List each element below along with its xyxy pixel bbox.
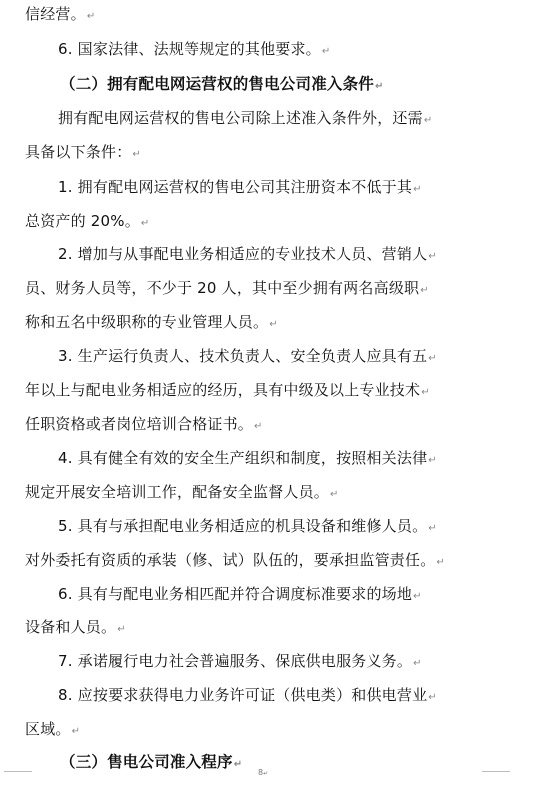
paragraph-mark-icon: ↵ xyxy=(413,591,422,602)
line-text: 设备和人员。 xyxy=(25,618,117,636)
line-text: 8. 应按要求获得电力业务许可证（供电类）和供电营业 xyxy=(58,686,428,704)
paragraph-line xyxy=(58,651,422,674)
line-text: 6. 国家法律、法规等规定的其他要求。 xyxy=(58,40,321,58)
paragraph-mark-icon: ↵ xyxy=(428,251,437,262)
paragraph-line xyxy=(25,617,126,640)
line-text: 6. 具有与配电业务相匹配并符合调度标准要求的场地 xyxy=(58,585,413,603)
line-text: （二）拥有配电网运营权的售电公司准入条件 xyxy=(60,75,375,93)
paragraph-mark-icon: ↵ xyxy=(421,387,430,398)
paragraph-line xyxy=(25,719,80,742)
paragraph-line xyxy=(25,482,339,505)
paragraph-mark-icon: ↵ xyxy=(428,353,437,364)
paragraph-line xyxy=(58,685,437,708)
line-text: 称和五名中级职称的专业管理人员。 xyxy=(25,313,269,331)
paragraph-line xyxy=(25,4,95,27)
paragraph-mark-icon: ↵ xyxy=(423,115,433,126)
line-text: 1. 拥有配电网运营权的售电公司其注册资本不低于其 xyxy=(58,178,413,196)
paragraph-mark-icon: ↵ xyxy=(321,46,331,57)
paragraph-mark-icon: ↵ xyxy=(413,658,422,669)
line-text: 年以上与配电业务相适应的经历，具有中级及以上专业技术 xyxy=(25,381,421,399)
paragraph-mark-icon: ↵ xyxy=(428,692,437,703)
paragraph-mark-icon: ↵ xyxy=(71,726,81,737)
line-text: 5. 具有与承担配电业务相适应的机具设备和维修人员。 xyxy=(58,517,428,535)
footer-rule-left xyxy=(4,771,32,772)
paragraph-mark-icon: ↵ xyxy=(375,81,384,92)
paragraph-line xyxy=(25,278,429,301)
paragraph-line xyxy=(58,108,432,131)
page-number: 8↵ xyxy=(258,768,269,777)
paragraph-line xyxy=(58,346,437,369)
paragraph-line xyxy=(25,211,150,234)
paragraph-line xyxy=(58,516,437,539)
paragraph-mark-icon: ↵ xyxy=(269,319,278,330)
line-text: 2. 增加与从事配电业务相适应的专业技术人员、营销人 xyxy=(58,245,428,263)
paragraph-line xyxy=(58,244,437,267)
paragraph-mark-icon: ↵ xyxy=(420,285,429,296)
paragraph-mark-icon: ↵ xyxy=(117,624,126,635)
line-text: 具备以下条件： xyxy=(25,143,132,161)
paragraph-mark-icon: ↵ xyxy=(132,149,141,160)
section-heading xyxy=(60,752,242,775)
paragraph-mark-icon: ↵ xyxy=(428,455,437,466)
paragraph-line xyxy=(25,142,141,165)
line-text: 7. 承诺履行电力社会普遍服务、保底供电服务义务。 xyxy=(58,652,413,670)
paragraph-line xyxy=(25,380,430,403)
paragraph-mark-icon: ↵ xyxy=(428,523,437,534)
paragraph-line xyxy=(58,584,422,607)
line-text: 员、财务人员等，不少于 20 人，其中至少拥有两名高级职 xyxy=(25,279,420,297)
paragraph-line xyxy=(25,312,278,335)
paragraph-line xyxy=(25,414,263,437)
paragraph-line xyxy=(25,550,445,573)
paragraph-line xyxy=(58,177,422,200)
paragraph-mark-icon: ↵ xyxy=(140,218,150,229)
paragraph-line xyxy=(58,39,330,62)
section-heading xyxy=(60,74,384,97)
line-text: 拥有配电网运营权的售电公司除上述准入条件外，还需 xyxy=(58,109,423,127)
paragraph-mark-icon: ↵ xyxy=(436,557,445,568)
line-text: 对外委托有资质的承装（修、试）队伍的，要承担监管责任。 xyxy=(25,551,436,569)
line-text: 3. 生产运行负责人、技术负责人、安全负责人应具有五 xyxy=(58,347,428,365)
paragraph-mark-icon: ↵ xyxy=(86,11,96,22)
paragraph-mark-icon: ↵ xyxy=(330,489,339,500)
paragraph-mark-icon: ↵ xyxy=(413,184,422,195)
line-text: 4. 具有健全有效的安全生产组织和制度，按照相关法律 xyxy=(58,449,428,467)
line-text: 区域。 xyxy=(25,720,71,738)
line-text: （三）售电公司准入程序 xyxy=(60,753,233,771)
line-text: 信经营。 xyxy=(25,5,86,23)
line-text: 总资产的 20%。 xyxy=(25,212,140,230)
paragraph-line xyxy=(58,448,437,471)
line-text: 规定开展安全培训工作，配备安全监督人员。 xyxy=(25,483,330,501)
paragraph-mark-icon: ↵ xyxy=(233,759,243,770)
footer-rule-right xyxy=(482,771,510,772)
line-text: 任职资格或者岗位培训合格证书。 xyxy=(25,415,254,433)
paragraph-mark-icon: ↵ xyxy=(254,421,263,432)
